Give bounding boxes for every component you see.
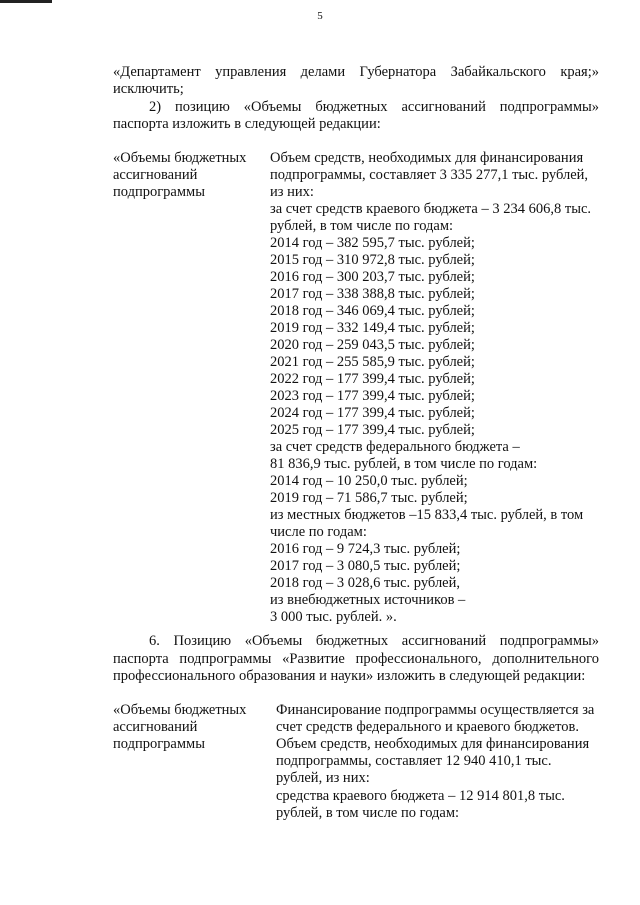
table1-year-line: 2017 год – 3 080,5 тыс. рублей; (270, 558, 461, 574)
table1-year-line: 2022 год – 177 399,4 тыс. рублей; (270, 371, 475, 387)
table1-label-line: ассигнований (113, 167, 198, 183)
item6-line-3: профессионального образования и науки» изложить в следующей редакции: (113, 668, 586, 684)
intro-line-1: «Департамент управления делами Губернатора Забайкальского края;» (113, 64, 599, 80)
table1-year-line: 2018 год – 3 028,6 тыс. рублей, (270, 575, 461, 591)
table1-label-line: подпрограммы (113, 184, 205, 200)
table1-content-line: числе по годам: (270, 524, 367, 540)
item6-line-2: паспорта подпрограммы «Развитие профессионального, дополнительного (113, 651, 599, 667)
table1-year-line: 2016 год – 9 724,3 тыс. рублей; (270, 541, 461, 557)
table1-content-line: Объем средств, необходимых для финансирования (270, 150, 584, 166)
table1-content-line: из внебюджетных источников – (270, 592, 466, 608)
table1-year-line: 2017 год – 338 388,8 тыс. рублей; (270, 286, 475, 302)
table2-content-line: Объем средств, необходимых для финансирования (276, 736, 590, 752)
table1-label-line: «Объемы бюджетных (113, 150, 247, 166)
table2-label-line: подпрограммы (113, 736, 205, 752)
intro-line-2: исключить; (113, 81, 184, 97)
table1-content-line: из них: (270, 184, 314, 200)
table1-content-line: рублей, в том числе по годам: (270, 218, 454, 234)
table1-year-line: 2015 год – 310 972,8 тыс. рублей; (270, 252, 475, 268)
scan-corner-mark (0, 0, 52, 3)
table1-content-line: за счет средств федерального бюджета – (270, 439, 520, 455)
table1-year-line: 2016 год – 300 203,7 тыс. рублей; (270, 269, 475, 285)
table1-content-line: 81 836,9 тыс. рублей, в том числе по годам: (270, 456, 538, 472)
table2-content-line: Финансирование подпрограммы осуществляется за (276, 702, 595, 718)
table1-year-line: 2020 год – 259 043,5 тыс. рублей; (270, 337, 475, 353)
table1-year-line: 2025 год – 177 399,4 тыс. рублей; (270, 422, 475, 438)
item2-line-2: паспорта изложить в следующей редакции: (113, 116, 381, 132)
table2-label-line: «Объемы бюджетных (113, 702, 247, 718)
table2-content-line: счет средств федерального и краевого бюджетов. (276, 719, 579, 735)
table1-year-line: 2014 год – 382 595,7 тыс. рублей; (270, 235, 475, 251)
table2-label-line: ассигнований (113, 719, 198, 735)
table1-year-line: 2014 год – 10 250,0 тыс. рублей; (270, 473, 468, 489)
page-number: 5 (317, 10, 323, 22)
table2-content-line: рублей, из них: (276, 770, 370, 786)
table1-year-line: 2023 год – 177 399,4 тыс. рублей; (270, 388, 475, 404)
table2-content-line: рублей, в том числе по годам: (276, 805, 460, 821)
table1-year-line: 2021 год – 255 585,9 тыс. рублей; (270, 354, 475, 370)
table1-content-line: 3 000 тыс. рублей. ». (270, 609, 397, 625)
table1-content-line: подпрограммы, составляет 3 335 277,1 тыс. рублей, (270, 167, 589, 183)
table2-content-line: средства краевого бюджета – 12 914 801,8 тыс. (276, 788, 565, 804)
table1-content-line: за счет средств краевого бюджета – 3 234 606,8 тыс. (270, 201, 592, 217)
table1-year-line: 2024 год – 177 399,4 тыс. рублей; (270, 405, 475, 421)
item6-line-1: 6. Позицию «Объемы бюджетных ассигнований подпрограммы» (149, 633, 599, 649)
table1-content-line: из местных бюджетов –15 833,4 тыс. рублей, в том (270, 507, 584, 523)
table1-year-line: 2018 год – 346 069,4 тыс. рублей; (270, 303, 475, 319)
table1-year-line: 2019 год – 332 149,4 тыс. рублей; (270, 320, 475, 336)
item2-line-1: 2) позицию «Объемы бюджетных ассигнований подпрограммы» (149, 99, 599, 115)
table1-year-line: 2019 год – 71 586,7 тыс. рублей; (270, 490, 468, 506)
table2-content-line: подпрограммы, составляет 12 940 410,1 тыс. (276, 753, 552, 769)
